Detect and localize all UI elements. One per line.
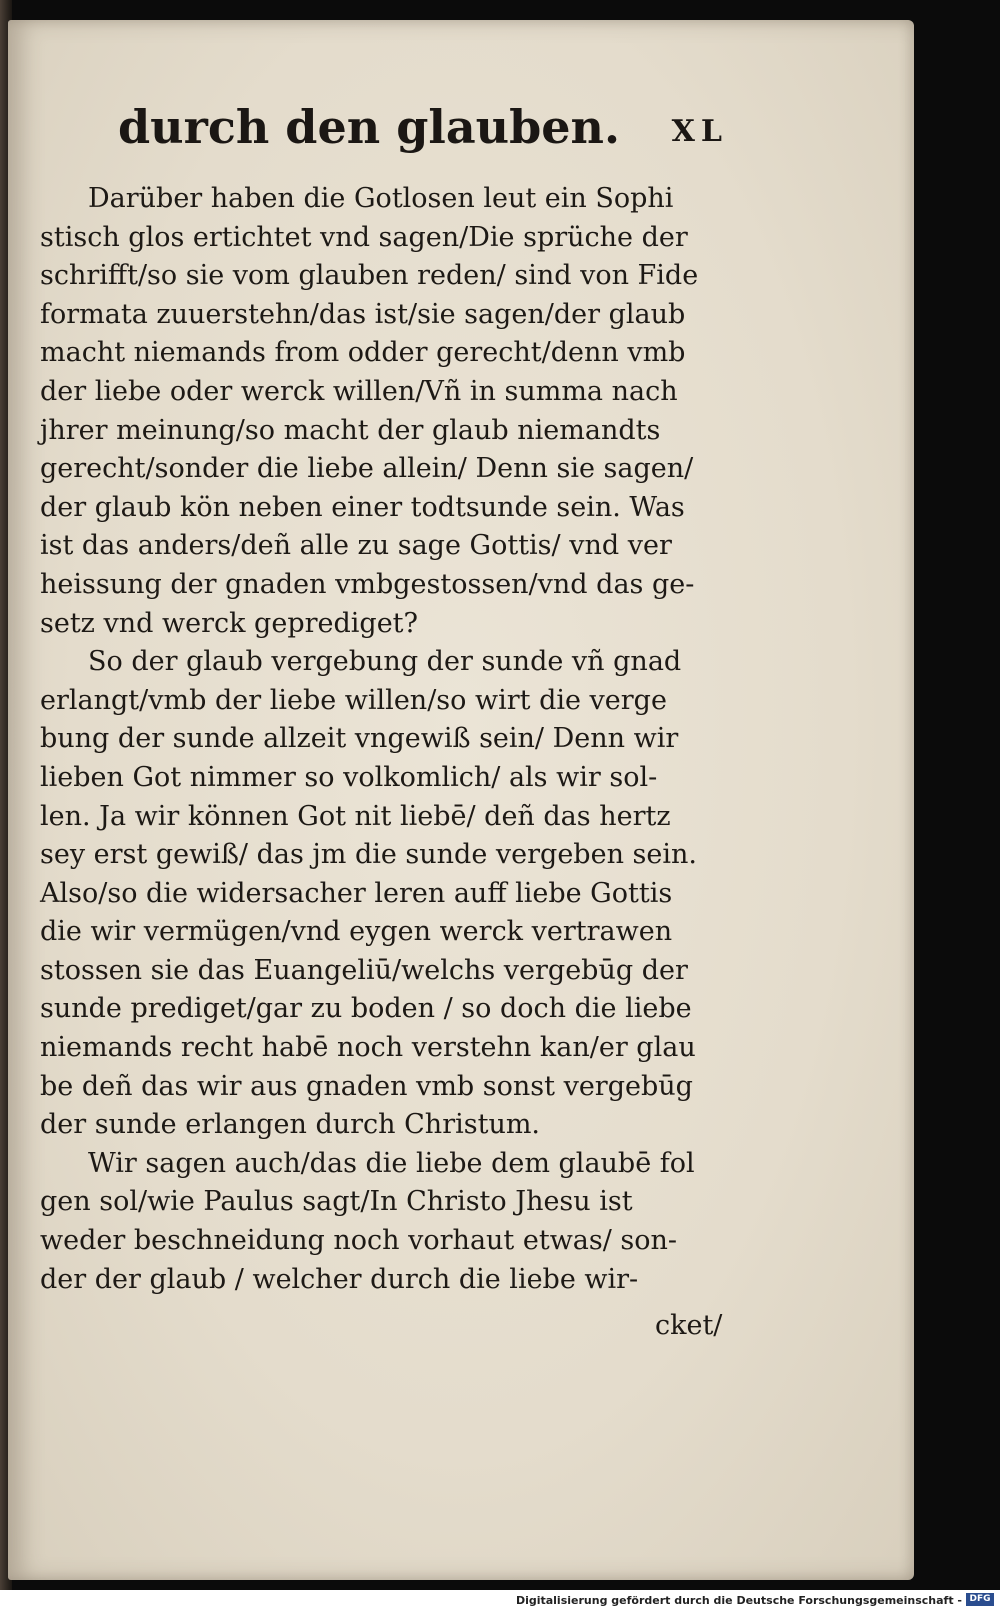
text-line: stisch glos ertichtet vnd sagen/Die sprüche der [40,221,688,253]
running-head: durch den glauben. [118,100,620,154]
text-line: macht niemands from odder gerecht/denn vmb [40,337,686,369]
page-header [118,100,728,170]
text-line: Also/so die widersacher leren auff liebe Gottis [40,877,673,909]
text-line: niemands recht habē noch verstehn kan/er glau [40,1032,696,1064]
text-line: sunde prediget/gar zu boden / so doch die liebe [40,993,692,1025]
text-line: setz vnd werck geprediget? [40,607,418,639]
text-line: der liebe oder werck willen/Vñ in summa nach [40,375,678,407]
text-line: lieben Got nimmer so volkomlich/ als wir sol- [40,761,658,793]
text-line: schrifft/so sie vom glauben reden/ sind von Fide [40,260,699,292]
body-text [40,180,740,1299]
text-line: der der glaub / welcher durch die liebe wir- [40,1263,639,1295]
text-line: gen sol/wie Paulus sagt/In Christo Jhesu ist [40,1186,633,1218]
folio-number: XL [671,114,728,149]
text-line: weder beschneidung noch vorhaut etwas/ son- [40,1225,678,1257]
text-line: jhrer meinung/so macht der glaub niemandts [40,414,661,446]
dfg-logo: DFG [966,1593,994,1606]
text-line: erlangt/vmb der liebe willen/so wirt die verge [40,684,667,716]
text-line: stossen sie das Euangeliū/welchs vergebūg der [40,954,688,986]
text-line: die wir vermügen/vnd eygen werck vertrawen [40,916,673,948]
text-line: len. Ja wir können Got nit liebē/ deñ das hertz [40,800,671,832]
text-line: gerecht/sonder die liebe allein/ Denn sie sagen/ [40,453,694,485]
text-line: heissung der gnaden vmbgestossen/vnd das ge- [40,568,695,600]
text-line: be deñ das wir aus gnaden vmb sonst vergebūg [40,1070,693,1102]
text-line: sey erst gewiß/ das jm die sunde vergeben sein. [40,839,697,871]
text-line: der sunde erlangen durch Christum. [40,1109,541,1141]
text-line: bung der sunde allzeit vngewiß sein/ Denn wir [40,723,679,755]
catchword: cket/ [655,1310,723,1341]
text-line: formata zuuerstehn/das ist/sie sagen/der glaub [40,298,686,330]
text-line: Wir sagen auch/das die liebe dem glaubē fol [88,1147,695,1179]
text-line: der glaub kön neben einer todtsunde sein. Was [40,491,685,523]
text-line: So der glaub vergebung der sunde vñ gnad [88,646,682,678]
text-line: Darüber haben die Gotlosen leut ein Sophi [88,183,674,214]
digitization-credit: Digitalisierung gefördert durch die Deutsche Forschungsgemeinschaft - [515,1594,962,1607]
text-line: ist das anders/deñ alle zu sage Gottis/ vnd ver [40,530,672,562]
